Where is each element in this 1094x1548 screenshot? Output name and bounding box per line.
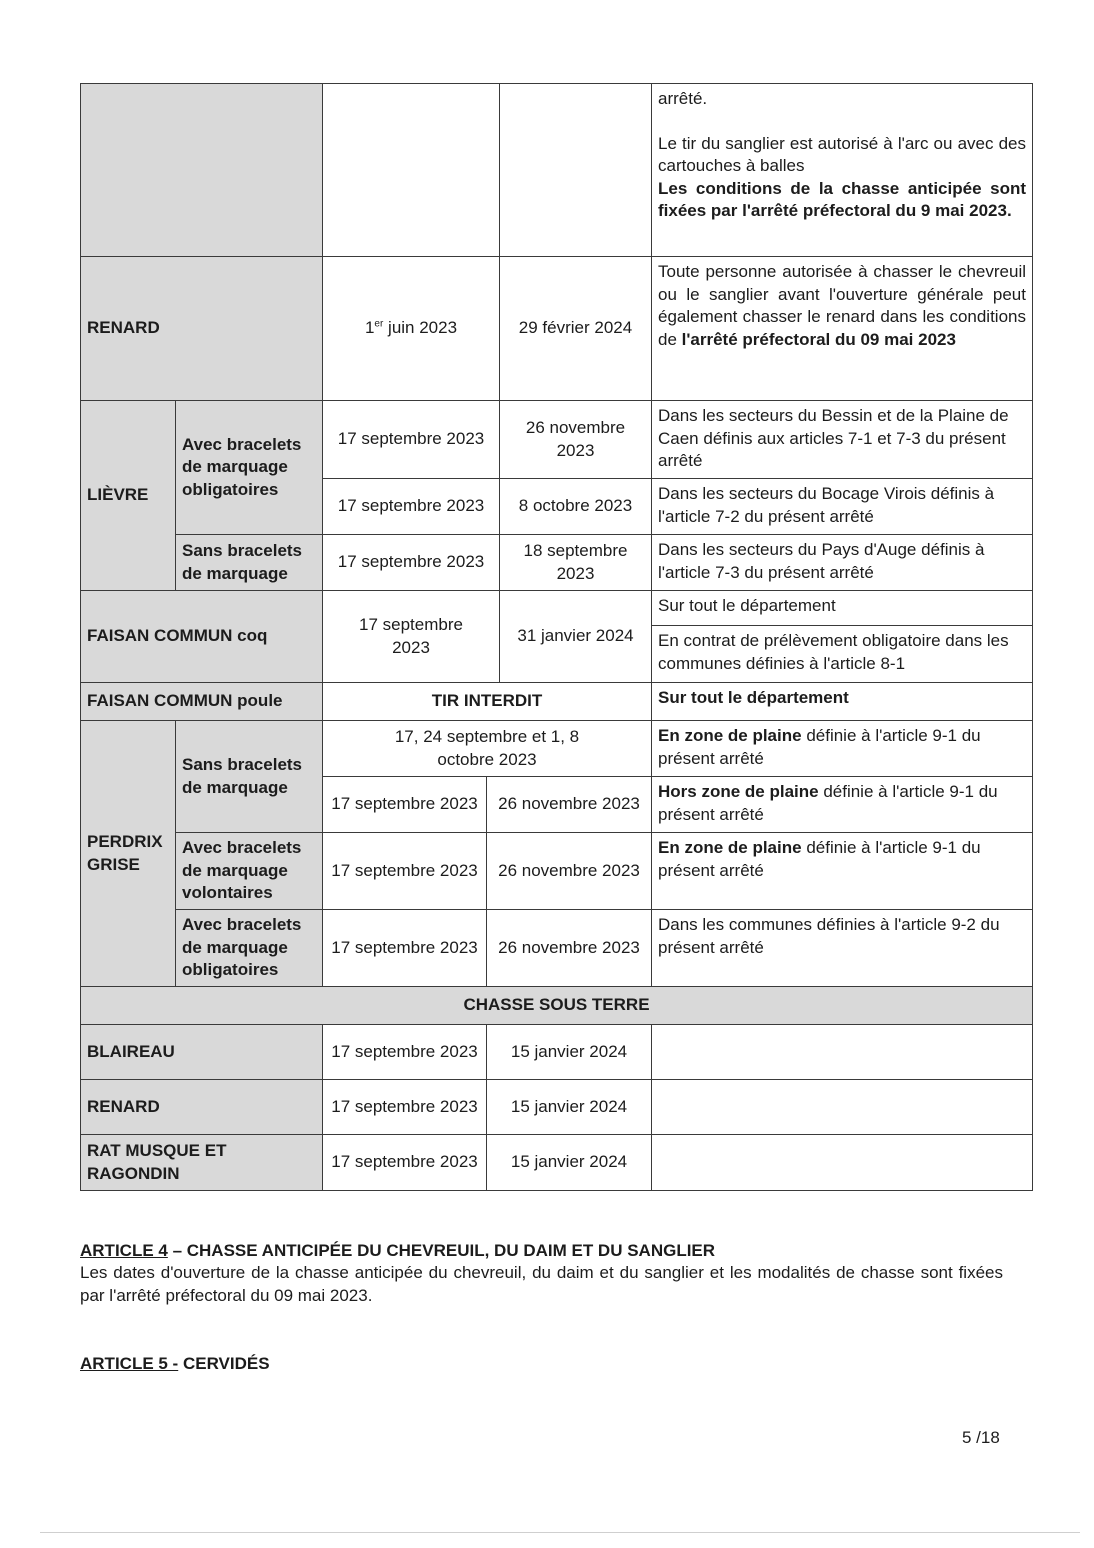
lievre-row1-notes: Dans les secteurs du Bessin et de la Plaine de Caen définis aux articles 7-1 et 7-3 du présent arrêté [651, 400, 1033, 479]
perdrix-row2-open: 17 septembre 2023 [322, 776, 487, 833]
faisan-coq-notes1: Sur tout le département [651, 590, 1033, 626]
renard-notes-cell [651, 256, 1033, 401]
renard-close: 29 février 2024 [518, 318, 633, 338]
renard-open-cell [322, 256, 500, 401]
renard-species-cell [80, 256, 323, 401]
faisan-poule-notes: Sur tout le département [651, 682, 1033, 721]
cont-notes-cell [651, 83, 1033, 257]
perdrix-row1-dates: 17, 24 septembre et 1, 8 octobre 2023 [322, 720, 652, 777]
faisan-coq-species-cell [80, 590, 323, 683]
cont-notes-line1: arrêté. [658, 89, 708, 108]
lievre-species-cell [80, 400, 176, 591]
lievre-species: LIÈVRE [87, 485, 149, 505]
lievre-row2-close: 8 octobre 2023 [499, 478, 652, 535]
perdrix-row3-notes: En zone de plaine définie à l'article 9-1 du présent arrêté [651, 832, 1033, 910]
article5-heading [80, 1353, 1040, 1376]
perdrix-row4-close: 26 novembre 2023 [486, 909, 652, 987]
sous-terre-row3-notes [651, 1134, 1033, 1191]
cont-species-cell [80, 83, 323, 257]
article5-label: ARTICLE 5 - [80, 1354, 179, 1373]
page-bottom-edge [40, 1532, 1080, 1533]
cont-close-cell [499, 83, 652, 257]
sous-terre-row2-species: RENARD [80, 1079, 323, 1135]
faisan-poule-species: FAISAN COMMUN poule [87, 691, 283, 711]
lievre-row3-open: 17 septembre 2023 [322, 534, 500, 591]
article4-title: – CHASSE ANTICIPÉE DU CHEVREUIL, DU DAIM ET DU SANGLIER [167, 1241, 716, 1260]
perdrix-row1-notes: En zone de plaine définie à l'article 9-1 du présent arrêté [651, 720, 1033, 777]
sous-terre-row1-open: 17 septembre 2023 [322, 1024, 487, 1080]
page-number: 5 /18 [962, 1428, 1000, 1447]
lievre-sub2: Sans bracelets de marquage [182, 541, 303, 583]
cont-notes-bold: Les conditions de la chasse anticipée sont fixées par l'arrêté préfectoral du 9 mai 2023. [658, 178, 1026, 220]
lievre-sub1: Avec bracelets de marquage obligatoires [182, 434, 302, 499]
renard-close-cell [499, 256, 652, 401]
cont-notes-line2: Le tir du sanglier est autorisé à l'arc ou avec des cartouches à balles [658, 133, 1026, 175]
faisan-coq-close: 31 janvier 2024 [499, 590, 652, 683]
faisan-poule-species-cell [80, 682, 323, 721]
perdrix-sub2-cell: Avec bracelets de marquage volontaires [175, 832, 323, 910]
sous-terre-row1-notes [651, 1024, 1033, 1080]
renard-open: 1er juin 2023 [364, 318, 458, 338]
lievre-sub1-cell [175, 400, 323, 535]
lievre-sub2-cell [175, 534, 323, 591]
sous-terre-row3-species: RAT MUSQUE ET RAGONDIN [80, 1134, 323, 1191]
faisan-poule-status: TIR INTERDIT [322, 682, 652, 721]
lievre-row1-open: 17 septembre 2023 [322, 400, 500, 479]
cont-open-cell [322, 83, 500, 257]
sous-terre-row2-open: 17 septembre 2023 [322, 1079, 487, 1135]
perdrix-row3-open: 17 septembre 2023 [322, 832, 487, 910]
perdrix-row4-open: 17 septembre 2023 [322, 909, 487, 987]
lievre-row2-notes: Dans les secteurs du Bocage Virois définis à l'article 7-2 du présent arrêté [651, 478, 1033, 535]
sous-terre-row1-close: 15 janvier 2024 [486, 1024, 652, 1080]
sous-terre-row2-close: 15 janvier 2024 [486, 1079, 652, 1135]
sous-terre-row2-notes [651, 1079, 1033, 1135]
renard-notes: Toute personne autorisée à chasser le chevreuil ou le sanglier avant l'ouverture générale peut également chasser le renard dans les conditions de l'arrêté préfectoral du 09 mai 2023 [658, 262, 1026, 349]
perdrix-row3-close: 26 novembre 2023 [486, 832, 652, 910]
faisan-coq-species: FAISAN COMMUN coq [87, 626, 268, 646]
sous-terre-row3-close: 15 janvier 2024 [486, 1134, 652, 1191]
article4-body: Les dates d'ouverture de la chasse anticipée du chevreuil, du daim et du sanglier et les modalités de chasse sont fixées par l'arrêté préfectoral du 09 mai 2023. [80, 1263, 1003, 1305]
perdrix-row4-notes: Dans les communes définies à l'article 9-2 du présent arrêté [651, 909, 1033, 987]
perdrix-species-cell [80, 720, 176, 987]
lievre-row3-notes: Dans les secteurs du Pays d'Auge définis à l'article 7-3 du présent arrêté [651, 534, 1033, 591]
lievre-row2-open: 17 septembre 2023 [322, 478, 500, 535]
article5-title: CERVIDÉS [178, 1354, 270, 1373]
lievre-row1-close: 26 novembre 2023 [499, 400, 652, 479]
renard-species: RENARD [87, 318, 160, 338]
faisan-coq-notes2: En contrat de prélèvement obligatoire dans les communes définies à l'article 8-1 [651, 625, 1033, 683]
article4-heading [80, 1240, 1040, 1263]
perdrix-row2-notes: Hors zone de plaine définie à l'article 9-1 du présent arrêté [651, 776, 1033, 833]
perdrix-sub3-cell: Avec bracelets de marquage obligatoires [175, 909, 323, 987]
perdrix-species: PERDRIX GRISE [87, 832, 163, 874]
perdrix-sub1-cell: Sans bracelets de marquage [175, 720, 323, 833]
sous-terre-row1-species: BLAIREAU [80, 1024, 323, 1080]
faisan-coq-open: 17 septembre 2023 [322, 590, 500, 683]
sous-terre-row3-open: 17 septembre 2023 [322, 1134, 487, 1191]
lievre-row3-close: 18 septembre 2023 [499, 534, 652, 591]
article4-label: ARTICLE 4 [80, 1241, 168, 1260]
perdrix-row2-close: 26 novembre 2023 [486, 776, 652, 833]
sous-terre-header: CHASSE SOUS TERRE [80, 986, 1033, 1025]
